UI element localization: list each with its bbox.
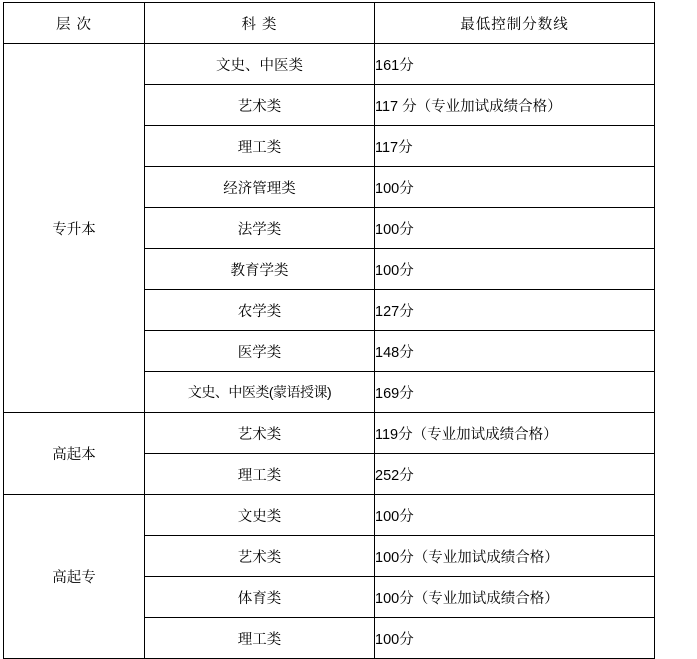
category-cell: 艺术类 <box>145 413 375 454</box>
admission-score-table <box>3 2 655 659</box>
category-cell: 理工类 <box>145 454 375 495</box>
table-row <box>4 495 655 536</box>
category-cell: 农学类 <box>145 290 375 331</box>
table-header-row <box>4 3 655 44</box>
level-cell-gaoqiben: 高起本 <box>4 413 145 495</box>
level-cell-gaoqizhuan: 高起专 <box>4 495 145 659</box>
score-cell: 117 分（专业加试成绩合格） <box>375 85 655 126</box>
score-cell: 252分 <box>375 454 655 495</box>
column-header-category: 科 类 <box>145 3 375 44</box>
table-header <box>4 3 655 44</box>
category-cell: 文史类 <box>145 495 375 536</box>
document-page <box>0 2 697 656</box>
score-cell: 119分（专业加试成绩合格） <box>375 413 655 454</box>
column-header-level: 层 次 <box>4 3 145 44</box>
level-cell-zhuanshengben: 专升本 <box>4 44 145 413</box>
category-cell: 文史、中医类 <box>145 44 375 85</box>
table-body <box>4 44 655 659</box>
category-cell: 经济管理类 <box>145 167 375 208</box>
category-cell: 文史、中医类(蒙语授课) <box>145 372 375 413</box>
score-cell: 100分（专业加试成绩合格） <box>375 577 655 618</box>
table-row <box>4 44 655 85</box>
category-cell: 理工类 <box>145 126 375 167</box>
column-header-score: 最低控制分数线 <box>375 3 655 44</box>
score-cell: 100分 <box>375 495 655 536</box>
score-cell: 127分 <box>375 290 655 331</box>
score-cell: 161分 <box>375 44 655 85</box>
score-cell: 169分 <box>375 372 655 413</box>
score-cell: 100分 <box>375 167 655 208</box>
category-cell: 教育学类 <box>145 249 375 290</box>
category-cell: 医学类 <box>145 331 375 372</box>
score-cell: 117分 <box>375 126 655 167</box>
category-cell: 体育类 <box>145 577 375 618</box>
table-row <box>4 413 655 454</box>
category-cell: 理工类 <box>145 618 375 659</box>
score-cell: 100分（专业加试成绩合格） <box>375 536 655 577</box>
category-cell: 艺术类 <box>145 85 375 126</box>
score-cell: 100分 <box>375 618 655 659</box>
score-cell: 100分 <box>375 208 655 249</box>
score-cell: 100分 <box>375 249 655 290</box>
score-cell: 148分 <box>375 331 655 372</box>
category-cell: 艺术类 <box>145 536 375 577</box>
category-cell: 法学类 <box>145 208 375 249</box>
